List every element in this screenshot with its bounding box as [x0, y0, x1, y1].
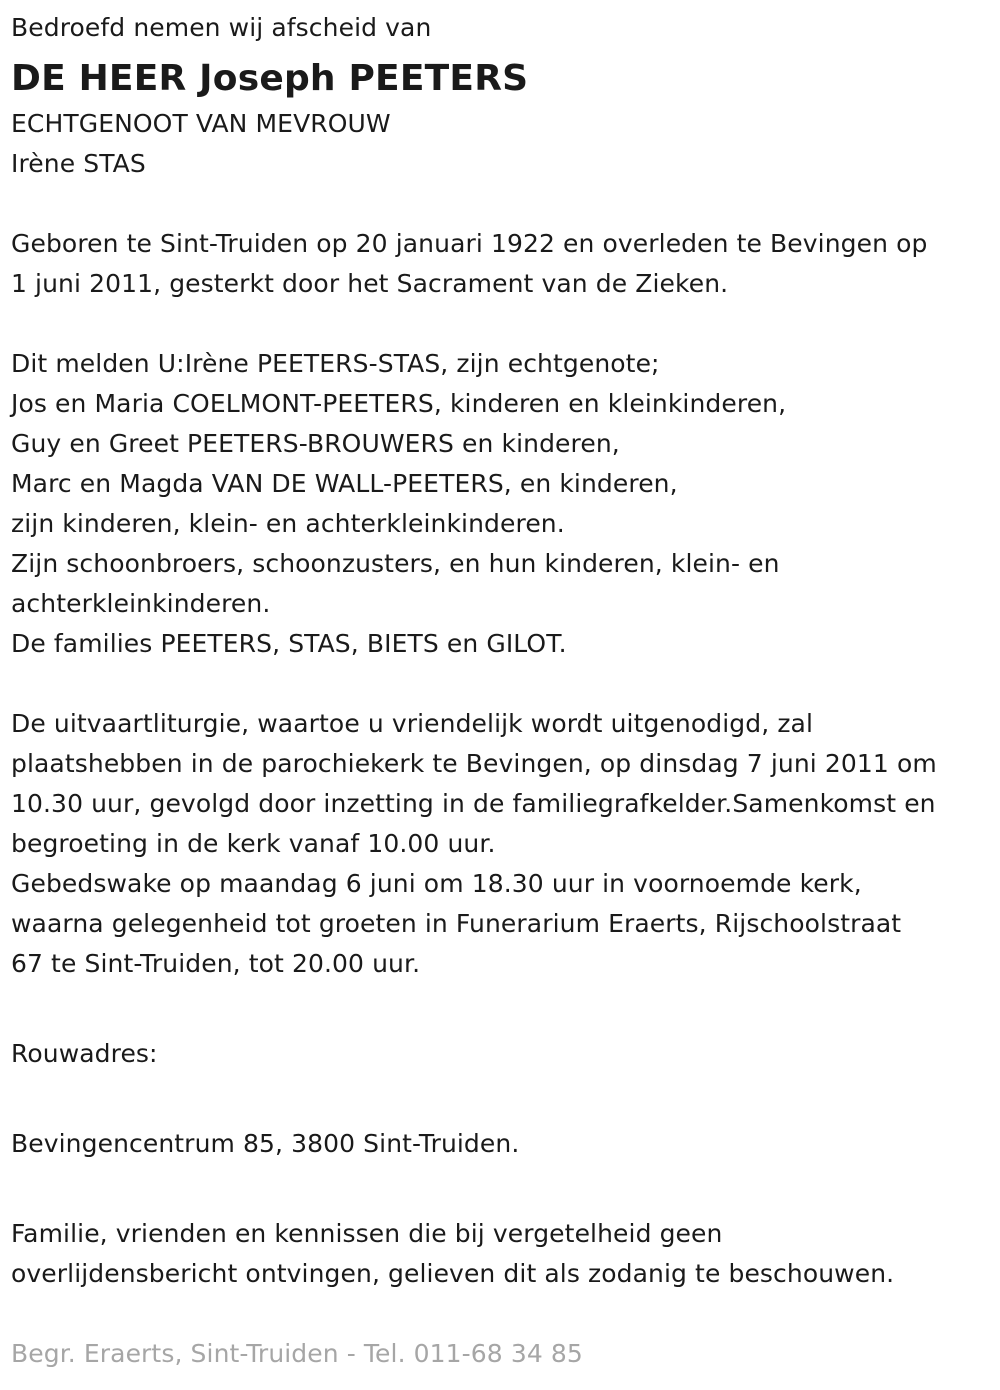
address-label: Rouwadres:: [11, 1039, 158, 1068]
funeral-home-footer: Begr. Eraerts, Sint-Truiden - Tel. 011-68 34 85: [11, 1339, 583, 1368]
paragraph-line: De uitvaartliturgie, waartoe u vriendelijk wordt uitgenodigd, zal: [11, 709, 814, 738]
paragraph-line: achterkleinkinderen.: [11, 589, 271, 618]
paragraph-line: begroeting in de kerk vanaf 10.00 uur.: [11, 829, 496, 858]
spacer: [11, 664, 991, 704]
paragraph-line: Gebedswake op maandag 6 juni om 18.30 uur in voornoemde kerk,: [11, 869, 862, 898]
deceased-name: DE HEER Joseph PEETERS: [11, 58, 529, 99]
paragraph-line: Familie, vrienden en kennissen die bij vergetelheid geen: [11, 1219, 723, 1248]
paragraph-line: zijn kinderen, klein- en achterkleinkinderen.: [11, 509, 565, 538]
paragraph-line: plaatshebben in de parochiekerk te Bevingen, op dinsdag 7 juni 2011 om: [11, 749, 937, 778]
spacer: [11, 1294, 991, 1334]
paragraph-line: Guy en Greet PEETERS-BROUWERS en kinderen,: [11, 429, 620, 458]
intro-text: Bedroefd nemen wij afscheid van: [11, 13, 432, 42]
ceremony-paragraph: [11, 704, 991, 984]
paragraph-line: Geboren te Sint-Truiden op 20 januari 1922 en overleden te Bevingen op: [11, 229, 928, 258]
spacer: [11, 1074, 991, 1124]
paragraph-line: waarna gelegenheid tot groeten in Funerarium Eraerts, Rijschoolstraat: [11, 909, 902, 938]
paragraph-line: 67 te Sint-Truiden, tot 20.00 uur.: [11, 949, 421, 978]
paragraph-line: De families PEETERS, STAS, BIETS en GILOT.: [11, 629, 567, 658]
spacer: [11, 984, 991, 1034]
spouse-name: Irène STAS: [11, 149, 146, 178]
closing-paragraph: [11, 1214, 991, 1294]
relation-text: ECHTGENOOT VAN MEVROUW: [11, 109, 391, 138]
obituary-notice: [11, 8, 991, 1374]
paragraph-line: Marc en Magda VAN DE WALL-PEETERS, en kinderen,: [11, 469, 678, 498]
spacer: [11, 304, 991, 344]
announcers-paragraph: [11, 344, 991, 664]
paragraph-line: 1 juni 2011, gesterkt door het Sacrament van de Zieken.: [11, 269, 729, 298]
address-text: Bevingencentrum 85, 3800 Sint-Truiden.: [11, 1129, 520, 1158]
birth-death-paragraph: [11, 224, 991, 304]
spacer: [11, 1164, 991, 1214]
paragraph-line: Zijn schoonbroers, schoonzusters, en hun kinderen, klein- en: [11, 549, 780, 578]
paragraph-line: overlijdensbericht ontvingen, gelieven dit als zodanig te beschouwen.: [11, 1259, 895, 1288]
paragraph-line: Jos en Maria COELMONT-PEETERS, kinderen en kleinkinderen,: [11, 389, 787, 418]
spacer: [11, 184, 991, 224]
paragraph-line: Dit melden U:Irène PEETERS-STAS, zijn echtgenote;: [11, 349, 660, 378]
paragraph-line: 10.30 uur, gevolgd door inzetting in de familiegrafkelder.Samenkomst en: [11, 789, 936, 818]
